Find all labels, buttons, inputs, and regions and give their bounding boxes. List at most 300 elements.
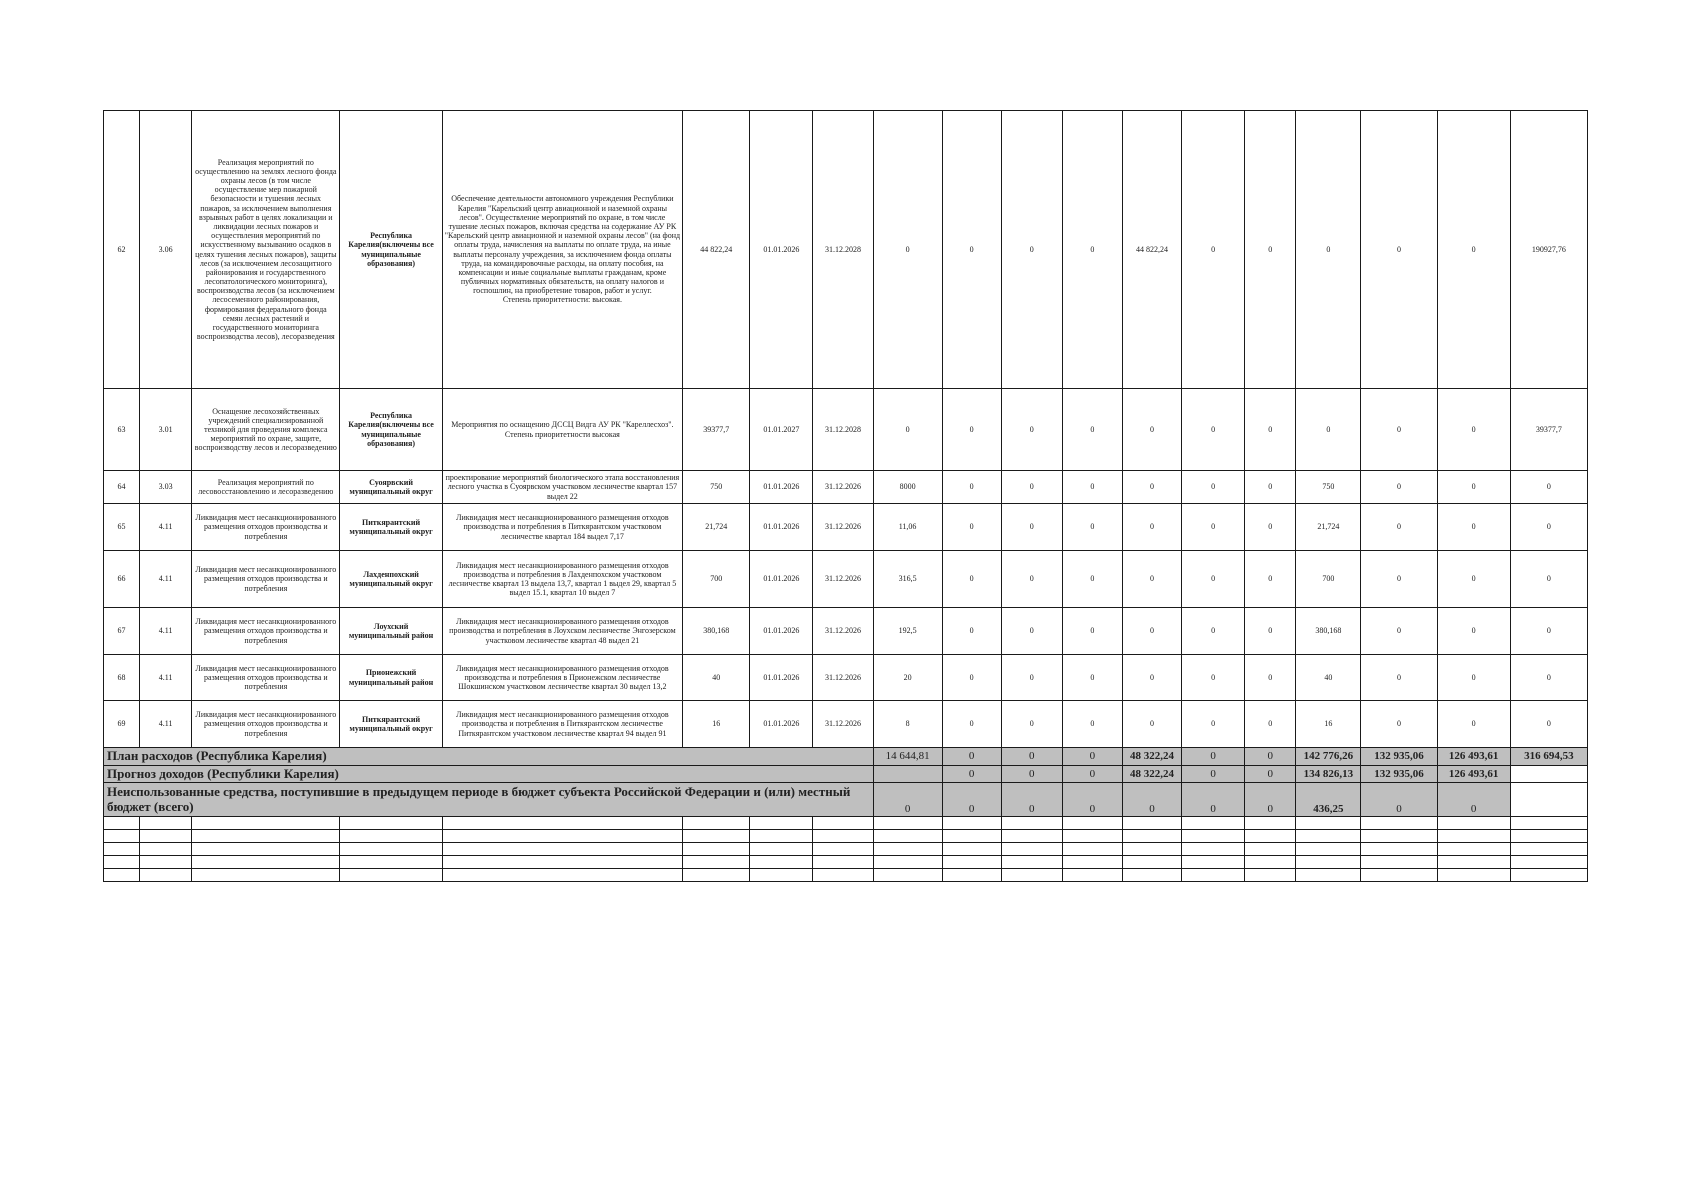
row-value: 190927,76 bbox=[1510, 111, 1587, 389]
row-code: 4.11 bbox=[140, 701, 192, 748]
row-value: 0 bbox=[942, 551, 1001, 608]
plan-value: 0 bbox=[1182, 748, 1245, 766]
row-total: 40 bbox=[683, 655, 750, 701]
empty-cell bbox=[1437, 817, 1510, 830]
row-event: Ликвидация мест несанкционированного размещения отходов производства и потребления в Прионежском лесничестве Шокшинском участковом лесничестве квартал 30 выдел 13,2 bbox=[442, 655, 682, 701]
row-value: 0 bbox=[1437, 389, 1510, 471]
empty-cell bbox=[1182, 817, 1245, 830]
row-start-date: 01.01.2026 bbox=[750, 701, 813, 748]
empty-cell bbox=[442, 830, 682, 843]
row-value: 0 bbox=[1510, 608, 1587, 655]
row-end-date: 31.12.2028 bbox=[813, 389, 873, 471]
row-value: 0 bbox=[1361, 655, 1437, 701]
row-value: 0 bbox=[1182, 471, 1245, 504]
empty-cell bbox=[1361, 869, 1437, 882]
row-value: 39377,7 bbox=[1510, 389, 1587, 471]
row-municipality: Суоярвский муниципальный округ bbox=[340, 471, 442, 504]
row-event: Обеспечение деятельности автономного учреждения Республики Карелия "Карельский центр авиационной и наземной охраны лесов". Осуществление мероприятий по охране, в том числе тушение лесных пожаров, включая средства на содержание АУ РК "Карельский центр авиационной и наземной охраны лесов" (на фонд оплаты труда, начисления на выплаты по оплате труда, на иные выплаты персоналу учреждения, за исключением фонда оплаты труда, на командировочные расходы, на оплату пособия, на компенсации и иные социальные выплаты гражданам, кроме публичных нормативных обязательств, на оплату налогов и госпошлин, на приобретение товаров, работ и услуг. Степень приоритетности: высокая. bbox=[442, 111, 682, 389]
empty-cell bbox=[1437, 830, 1510, 843]
empty-cell bbox=[1245, 817, 1296, 830]
unused-value: 0 bbox=[1001, 783, 1062, 817]
empty-cell bbox=[813, 856, 873, 869]
forecast-value bbox=[1510, 766, 1587, 783]
row-value: 16 bbox=[1296, 701, 1361, 748]
empty-cell bbox=[140, 843, 192, 856]
forecast-value: 134 826,13 bbox=[1296, 766, 1361, 783]
empty-cell bbox=[750, 856, 813, 869]
empty-cell bbox=[873, 843, 942, 856]
row-number: 67 bbox=[104, 608, 140, 655]
row-start-date: 01.01.2026 bbox=[750, 551, 813, 608]
empty-cell bbox=[140, 830, 192, 843]
row-municipality: Прионежский муниципальный район bbox=[340, 655, 442, 701]
unused-value: 0 bbox=[1361, 783, 1437, 817]
empty-cell bbox=[104, 856, 140, 869]
empty-row bbox=[104, 869, 1588, 882]
row-code: 3.03 bbox=[140, 471, 192, 504]
empty-cell bbox=[750, 830, 813, 843]
row-value: 0 bbox=[1122, 471, 1181, 504]
row-description: Оснащение лесохозяйственных учреждений специализированной техникой для проведения комплекса мероприятий по охране, защите, воспроизводству лесов и лесоразведению bbox=[192, 389, 340, 471]
row-total: 380,168 bbox=[683, 608, 750, 655]
row-value: 316,5 bbox=[873, 551, 942, 608]
empty-cell bbox=[1001, 856, 1062, 869]
row-value: 0 bbox=[1182, 608, 1245, 655]
empty-cell bbox=[813, 817, 873, 830]
row-value: 0 bbox=[1510, 504, 1587, 551]
row-value: 0 bbox=[1122, 701, 1181, 748]
empty-cell bbox=[813, 869, 873, 882]
row-value: 0 bbox=[1510, 471, 1587, 504]
row-value: 0 bbox=[1122, 655, 1181, 701]
forecast-row bbox=[104, 766, 1588, 783]
empty-cell bbox=[1122, 869, 1181, 882]
plan-value: 48 322,24 bbox=[1122, 748, 1181, 766]
empty-cell bbox=[1062, 843, 1122, 856]
row-start-date: 01.01.2026 bbox=[750, 608, 813, 655]
empty-cell bbox=[1182, 869, 1245, 882]
row-value: 0 bbox=[1437, 701, 1510, 748]
empty-cell bbox=[942, 869, 1001, 882]
empty-cell bbox=[1182, 843, 1245, 856]
empty-cell bbox=[1245, 869, 1296, 882]
row-value: 0 bbox=[1361, 471, 1437, 504]
empty-cell bbox=[750, 817, 813, 830]
unused-value: 436,25 bbox=[1296, 783, 1361, 817]
row-value: 0 bbox=[1182, 655, 1245, 701]
row-value: 750 bbox=[1296, 471, 1361, 504]
row-value: 192,5 bbox=[873, 608, 942, 655]
empty-rows bbox=[104, 817, 1588, 882]
plan-value: 0 bbox=[1062, 748, 1122, 766]
plan-value: 14 644,81 bbox=[873, 748, 942, 766]
row-value: 0 bbox=[1437, 504, 1510, 551]
row-start-date: 01.01.2026 bbox=[750, 504, 813, 551]
empty-cell bbox=[1001, 830, 1062, 843]
empty-cell bbox=[104, 869, 140, 882]
empty-cell bbox=[1510, 817, 1587, 830]
unused-value: 0 bbox=[1062, 783, 1122, 817]
row-value: 0 bbox=[942, 471, 1001, 504]
plan-value: 316 694,53 bbox=[1510, 748, 1587, 766]
empty-cell bbox=[1437, 856, 1510, 869]
empty-cell bbox=[750, 869, 813, 882]
row-value: 0 bbox=[873, 389, 942, 471]
row-value: 21,724 bbox=[1296, 504, 1361, 551]
row-value: 0 bbox=[1245, 389, 1296, 471]
empty-cell bbox=[942, 843, 1001, 856]
row-value: 0 bbox=[1296, 111, 1361, 389]
plan-value: 0 bbox=[1245, 748, 1296, 766]
row-value: 0 bbox=[1245, 111, 1296, 389]
row-value: 0 bbox=[1245, 701, 1296, 748]
forecast-value: 0 bbox=[1182, 766, 1245, 783]
empty-cell bbox=[340, 856, 442, 869]
unused-value: 0 bbox=[1122, 783, 1181, 817]
row-value: 0 bbox=[1437, 608, 1510, 655]
row-value: 0 bbox=[1122, 551, 1181, 608]
empty-cell bbox=[340, 830, 442, 843]
row-event: проектирование мероприятий биологического этапа восстановления лесного участка в Суоярвском участковом лесничестве квартал 157 выдел 22 bbox=[442, 471, 682, 504]
row-value: 8 bbox=[873, 701, 942, 748]
row-total: 44 822,24 bbox=[683, 111, 750, 389]
forecast-value: 0 bbox=[942, 766, 1001, 783]
row-value: 0 bbox=[1361, 551, 1437, 608]
empty-cell bbox=[873, 817, 942, 830]
row-value: 0 bbox=[1361, 389, 1437, 471]
empty-cell bbox=[140, 869, 192, 882]
forecast-value: 132 935,06 bbox=[1361, 766, 1437, 783]
row-total: 39377,7 bbox=[683, 389, 750, 471]
row-value: 0 bbox=[1361, 701, 1437, 748]
row-value: 0 bbox=[1182, 389, 1245, 471]
row-start-date: 01.01.2027 bbox=[750, 389, 813, 471]
row-description: Ликвидация мест несанкционированного размещения отходов производства и потребления bbox=[192, 701, 340, 748]
row-value: 0 bbox=[1245, 504, 1296, 551]
plan-label: План расходов (Республика Карелия) bbox=[104, 748, 874, 766]
row-end-date: 31.12.2028 bbox=[813, 111, 873, 389]
empty-cell bbox=[1361, 830, 1437, 843]
row-value: 0 bbox=[1122, 608, 1181, 655]
plan-value: 0 bbox=[942, 748, 1001, 766]
row-value: 0 bbox=[1062, 655, 1122, 701]
row-total: 700 bbox=[683, 551, 750, 608]
row-value: 0 bbox=[1001, 701, 1062, 748]
empty-cell bbox=[942, 856, 1001, 869]
empty-cell bbox=[1062, 869, 1122, 882]
forecast-label: Прогноз доходов (Республики Карелия) bbox=[104, 766, 874, 783]
row-number: 66 bbox=[104, 551, 140, 608]
row-value: 0 bbox=[1182, 111, 1245, 389]
empty-cell bbox=[1062, 856, 1122, 869]
row-value: 0 bbox=[942, 608, 1001, 655]
row-municipality: Питкярантский муниципальный округ bbox=[340, 504, 442, 551]
row-value: 0 bbox=[1437, 551, 1510, 608]
empty-cell bbox=[340, 817, 442, 830]
plan-row bbox=[104, 748, 1588, 766]
row-value: 0 bbox=[1245, 655, 1296, 701]
empty-cell bbox=[192, 869, 340, 882]
empty-cell bbox=[1296, 817, 1361, 830]
forecast-value: 0 bbox=[1001, 766, 1062, 783]
empty-row bbox=[104, 817, 1588, 830]
row-code: 4.11 bbox=[140, 655, 192, 701]
row-value: 0 bbox=[1122, 504, 1181, 551]
empty-cell bbox=[683, 869, 750, 882]
empty-cell bbox=[813, 830, 873, 843]
row-value: 0 bbox=[1001, 551, 1062, 608]
row-value: 0 bbox=[1001, 471, 1062, 504]
empty-cell bbox=[1122, 843, 1181, 856]
forecast-value bbox=[873, 766, 942, 783]
empty-cell bbox=[1122, 856, 1181, 869]
row-event: Ликвидация мест несанкционированного размещения отходов производства и потребления в Питкярантском участковом лесничестве квартал 184 выдел 7,17 bbox=[442, 504, 682, 551]
forecast-value: 48 322,24 bbox=[1122, 766, 1181, 783]
row-value: 0 bbox=[1296, 389, 1361, 471]
row-number: 69 bbox=[104, 701, 140, 748]
row-value: 0 bbox=[1510, 701, 1587, 748]
row-description: Реализация мероприятий по осуществлению на землях лесного фонда охраны лесов (в том числе осуществление мер пожарной безопасности и тушения лесных пожаров, за исключением выполнения взрывных работ в целях локализации и ликвидации лесных пожаров и осуществления мероприятий по искусственному вызыванию осадков в целях тушения лесных пожаров), защиты лесов (за исключением лесозащитного районирования и государственного лесопатологического мониторинга), воспроизводства лесов (за исключением лесосеменного районирования, формирования федерального фонда семян лесных растений и государственного мониторинга воспроизводства лесов), лесоразведения bbox=[192, 111, 340, 389]
empty-cell bbox=[1182, 830, 1245, 843]
empty-cell bbox=[1437, 843, 1510, 856]
empty-cell bbox=[1510, 856, 1587, 869]
row-value: 0 bbox=[1122, 389, 1181, 471]
row-code: 4.11 bbox=[140, 551, 192, 608]
row-total: 750 bbox=[683, 471, 750, 504]
row-municipality: Республика Карелия(включены все муниципальные образования) bbox=[340, 111, 442, 389]
unused-value: 0 bbox=[1437, 783, 1510, 817]
empty-cell bbox=[1001, 843, 1062, 856]
empty-cell bbox=[1296, 843, 1361, 856]
empty-cell bbox=[140, 817, 192, 830]
empty-cell bbox=[104, 843, 140, 856]
empty-cell bbox=[942, 817, 1001, 830]
table-row bbox=[104, 471, 1588, 504]
row-value: 40 bbox=[1296, 655, 1361, 701]
unused-value: 0 bbox=[1245, 783, 1296, 817]
row-description: Ликвидация мест несанкционированного размещения отходов производства и потребления bbox=[192, 608, 340, 655]
empty-cell bbox=[340, 869, 442, 882]
empty-row bbox=[104, 843, 1588, 856]
table-row bbox=[104, 608, 1588, 655]
empty-cell bbox=[140, 856, 192, 869]
plan-value: 126 493,61 bbox=[1437, 748, 1510, 766]
row-municipality: Питкярантский муниципальный округ bbox=[340, 701, 442, 748]
row-number: 63 bbox=[104, 389, 140, 471]
empty-cell bbox=[873, 869, 942, 882]
plan-value: 0 bbox=[1001, 748, 1062, 766]
plan-value: 132 935,06 bbox=[1361, 748, 1437, 766]
row-description: Реализация мероприятий по лесовосстановлению и лесоразведению bbox=[192, 471, 340, 504]
empty-cell bbox=[1122, 817, 1181, 830]
table-row bbox=[104, 551, 1588, 608]
empty-cell bbox=[873, 830, 942, 843]
empty-cell bbox=[813, 843, 873, 856]
row-number: 65 bbox=[104, 504, 140, 551]
empty-cell bbox=[442, 869, 682, 882]
row-end-date: 31.12.2026 bbox=[813, 471, 873, 504]
row-value: 0 bbox=[1182, 504, 1245, 551]
forecast-value: 0 bbox=[1062, 766, 1122, 783]
empty-cell bbox=[1510, 843, 1587, 856]
empty-cell bbox=[1182, 856, 1245, 869]
row-value: 0 bbox=[942, 701, 1001, 748]
row-value: 0 bbox=[942, 504, 1001, 551]
empty-cell bbox=[1122, 830, 1181, 843]
empty-cell bbox=[340, 843, 442, 856]
row-code: 3.01 bbox=[140, 389, 192, 471]
empty-cell bbox=[442, 856, 682, 869]
row-code: 3.06 bbox=[140, 111, 192, 389]
row-value: 0 bbox=[1001, 608, 1062, 655]
row-description: Ликвидация мест несанкционированного размещения отходов производства и потребления bbox=[192, 655, 340, 701]
row-value: 0 bbox=[1361, 111, 1437, 389]
row-end-date: 31.12.2026 bbox=[813, 701, 873, 748]
unused-value: 0 bbox=[1182, 783, 1245, 817]
table-row bbox=[104, 389, 1588, 471]
table-row bbox=[104, 701, 1588, 748]
row-total: 16 bbox=[683, 701, 750, 748]
row-event: Ликвидация мест несанкционированного размещения отходов производства и потребления в Питкярантском лесничестве Питкярантском участковом лесничестве квартал 94 выдел 91 bbox=[442, 701, 682, 748]
row-municipality: Республика Карелия(включены все муниципальные образования) bbox=[340, 389, 442, 471]
row-value: 0 bbox=[1245, 608, 1296, 655]
empty-row bbox=[104, 856, 1588, 869]
table-row bbox=[104, 504, 1588, 551]
empty-cell bbox=[1001, 869, 1062, 882]
empty-cell bbox=[1001, 817, 1062, 830]
row-number: 62 bbox=[104, 111, 140, 389]
row-value: 0 bbox=[942, 111, 1001, 389]
empty-cell bbox=[1361, 843, 1437, 856]
row-value: 0 bbox=[1361, 608, 1437, 655]
empty-cell bbox=[1062, 817, 1122, 830]
row-value: 0 bbox=[942, 389, 1001, 471]
empty-cell bbox=[1510, 830, 1587, 843]
row-municipality: Лахденпохский муниципальный округ bbox=[340, 551, 442, 608]
row-municipality: Лоухский муниципальный район bbox=[340, 608, 442, 655]
empty-cell bbox=[1296, 856, 1361, 869]
row-event: Мероприятия по оснащению ДССЦ Видга АУ РК "Кареллесхоз". Степень приоритетности высокая bbox=[442, 389, 682, 471]
row-number: 64 bbox=[104, 471, 140, 504]
row-value: 0 bbox=[1062, 608, 1122, 655]
empty-row bbox=[104, 830, 1588, 843]
empty-cell bbox=[750, 843, 813, 856]
row-value: 0 bbox=[942, 655, 1001, 701]
unused-funds-label: Неиспользованные средства, поступившие в предыдущем периоде в бюджет субъекта Российской Федерации и (или) местный бюджет (всего) bbox=[104, 783, 874, 817]
empty-cell bbox=[442, 817, 682, 830]
summary-block bbox=[104, 748, 1588, 817]
row-description: Ликвидация мест несанкционированного размещения отходов производства и потребления bbox=[192, 504, 340, 551]
row-value: 0 bbox=[1245, 471, 1296, 504]
row-event: Ликвидация мест несанкционированного размещения отходов производства и потребления в Лахденпохском участковом лесничестве квартал 13 выдела 13,7, квартал 1 выдел 29, квартал 5 выдел 15.1, квартал 10 выдел 7 bbox=[442, 551, 682, 608]
row-value: 0 bbox=[1001, 504, 1062, 551]
table-row bbox=[104, 111, 1588, 389]
row-value: 0 bbox=[1182, 551, 1245, 608]
empty-cell bbox=[1245, 856, 1296, 869]
row-value: 0 bbox=[1001, 111, 1062, 389]
empty-cell bbox=[683, 856, 750, 869]
unused-value bbox=[1510, 783, 1587, 817]
empty-cell bbox=[1361, 856, 1437, 869]
unused-funds-row bbox=[104, 783, 1588, 817]
row-value: 0 bbox=[1062, 504, 1122, 551]
row-value: 0 bbox=[1510, 551, 1587, 608]
empty-cell bbox=[104, 817, 140, 830]
forecast-value: 0 bbox=[1245, 766, 1296, 783]
row-value: 0 bbox=[1001, 655, 1062, 701]
empty-cell bbox=[1437, 869, 1510, 882]
plan-value: 142 776,26 bbox=[1296, 748, 1361, 766]
empty-cell bbox=[873, 856, 942, 869]
empty-cell bbox=[683, 830, 750, 843]
row-code: 4.11 bbox=[140, 504, 192, 551]
empty-cell bbox=[442, 843, 682, 856]
row-value: 0 bbox=[1361, 504, 1437, 551]
empty-cell bbox=[192, 843, 340, 856]
empty-cell bbox=[1296, 869, 1361, 882]
row-value: 0 bbox=[1245, 551, 1296, 608]
row-value: 20 bbox=[873, 655, 942, 701]
empty-cell bbox=[942, 830, 1001, 843]
empty-cell bbox=[1245, 843, 1296, 856]
row-value: 0 bbox=[1062, 701, 1122, 748]
row-start-date: 01.01.2026 bbox=[750, 471, 813, 504]
empty-cell bbox=[1361, 817, 1437, 830]
row-value: 0 bbox=[1437, 471, 1510, 504]
empty-cell bbox=[1062, 830, 1122, 843]
budget-table bbox=[103, 110, 1588, 882]
row-end-date: 31.12.2026 bbox=[813, 608, 873, 655]
empty-cell bbox=[192, 817, 340, 830]
table-row bbox=[104, 655, 1588, 701]
row-value: 0 bbox=[1062, 551, 1122, 608]
empty-cell bbox=[192, 830, 340, 843]
row-start-date: 01.01.2026 bbox=[750, 655, 813, 701]
empty-cell bbox=[683, 843, 750, 856]
row-value: 44 822,24 bbox=[1122, 111, 1181, 389]
row-value: 0 bbox=[1001, 389, 1062, 471]
row-end-date: 31.12.2026 bbox=[813, 655, 873, 701]
empty-cell bbox=[104, 830, 140, 843]
row-number: 68 bbox=[104, 655, 140, 701]
table-body bbox=[104, 111, 1588, 748]
row-value: 380,168 bbox=[1296, 608, 1361, 655]
row-value: 11,06 bbox=[873, 504, 942, 551]
unused-value: 0 bbox=[942, 783, 1001, 817]
row-value: 0 bbox=[1437, 655, 1510, 701]
empty-cell bbox=[683, 817, 750, 830]
row-end-date: 31.12.2026 bbox=[813, 551, 873, 608]
row-description: Ликвидация мест несанкционированного размещения отходов производства и потребления bbox=[192, 551, 340, 608]
empty-cell bbox=[1296, 830, 1361, 843]
row-value: 0 bbox=[1062, 389, 1122, 471]
empty-cell bbox=[1245, 830, 1296, 843]
row-value: 0 bbox=[1437, 111, 1510, 389]
row-event: Ликвидация мест несанкционированного размещения отходов производства и потребления в Лоухском лесничестве Энгозерском участковом лесничестве квартал 48 выдел 21 bbox=[442, 608, 682, 655]
row-value: 700 bbox=[1296, 551, 1361, 608]
row-code: 4.11 bbox=[140, 608, 192, 655]
row-value: 8000 bbox=[873, 471, 942, 504]
row-value: 0 bbox=[1182, 701, 1245, 748]
row-value: 0 bbox=[1510, 655, 1587, 701]
empty-cell bbox=[1510, 869, 1587, 882]
row-end-date: 31.12.2026 bbox=[813, 504, 873, 551]
row-value: 0 bbox=[873, 111, 942, 389]
empty-cell bbox=[192, 856, 340, 869]
unused-value: 0 bbox=[873, 783, 942, 817]
row-value: 0 bbox=[1062, 471, 1122, 504]
row-total: 21,724 bbox=[683, 504, 750, 551]
